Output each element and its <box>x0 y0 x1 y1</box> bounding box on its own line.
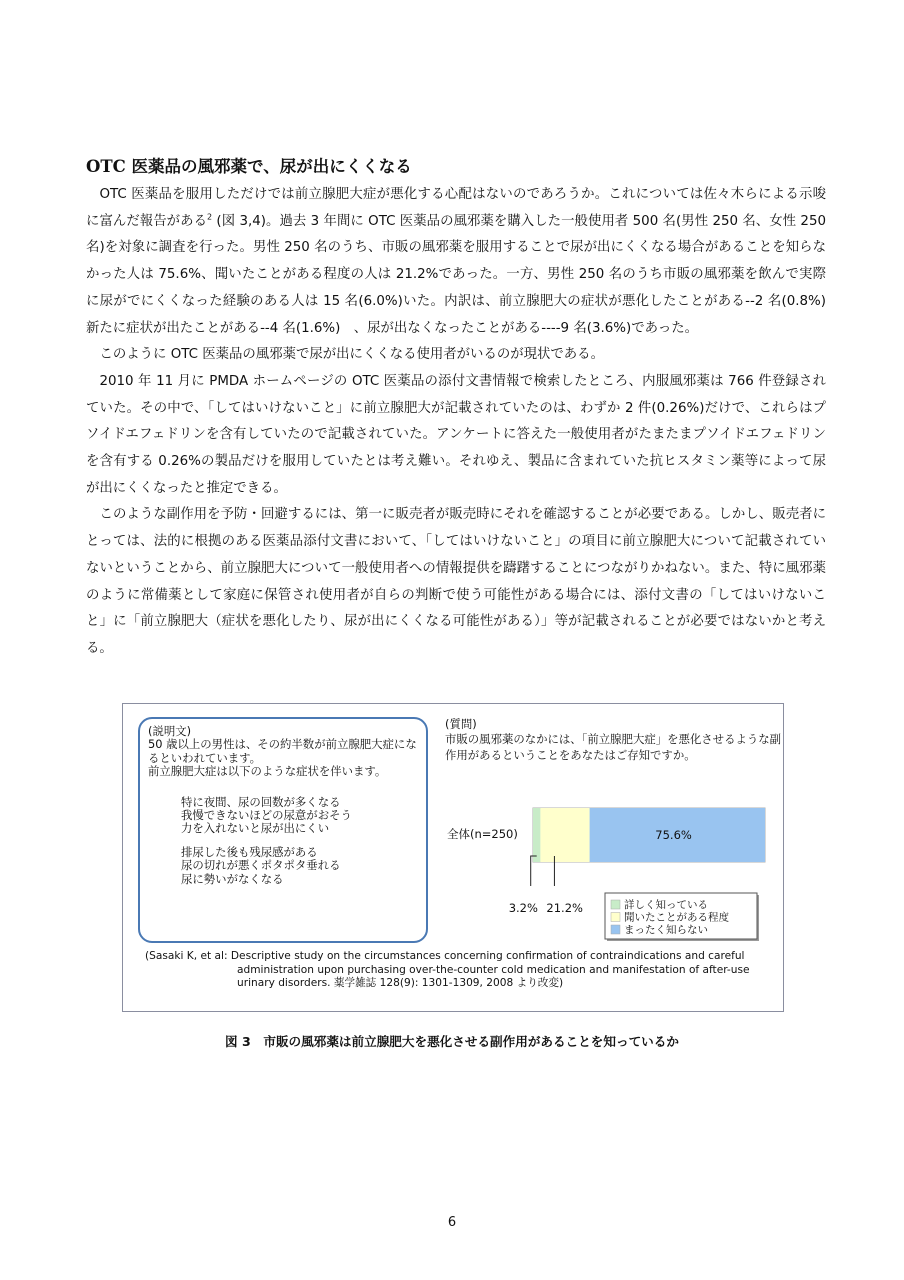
legend-swatch <box>611 913 620 922</box>
symptom-item: 尿の切れが悪くポタポタ垂れる <box>181 858 341 873</box>
body-text <box>86 182 840 663</box>
legend-swatch <box>611 900 620 909</box>
symptom-item: 排尿した後も残尿感がある <box>181 845 318 860</box>
reference-superscript: 2 <box>207 212 213 222</box>
data-label: 21.2% <box>546 901 583 915</box>
explanation-line2: 前立腺肥大症は以下のような症状を伴います。 <box>148 764 387 779</box>
explanation-line1: 50 歳以上の男性は、その約半数が前立腺肥大症になるといわれています。 <box>148 737 417 765</box>
category-label: 全体(n=250) <box>447 827 518 841</box>
source-line2: administration upon purchasing over-the-counter cold medication and manifestation of after-use <box>237 963 750 976</box>
paragraph-3: 2010 年 11 月に PMDA ホームページの OTC 医薬品の添付文書情報で検索したところ、内服風邪薬は 766 件登録されていた。その中で、「してはいけないこと」に前立腺肥大が記載されていたのは、わずか 2 件(0.26%)だけで、これらはプソイドエフェドリンを含有していたので記載されていた。アンケートに答えた一般使用者がたまたまプソイドエフェドリンを含有する 0.26%の製品だけを服用していたとは考え難い。それゆえ、製品に含まれていた抗ヒスタミン薬等によって尿が出にくくなったと推定できる。 <box>86 373 826 496</box>
data-label: 3.2% <box>508 901 538 915</box>
legend-label: 聞いたことがある程度 <box>624 911 729 924</box>
paragraph-1-text-a: OTC 医薬品を服用しただけでは前立腺肥大症が悪化する心配はないのであろうか。これについては佐々木らによる示唆に富んだ報告がある <box>86 187 826 229</box>
explanation-box <box>138 717 428 943</box>
legend-swatch <box>611 925 620 934</box>
section-heading: OTC 医薬品の風邪薬で、尿が出にくくなる <box>86 157 412 176</box>
legend-label: 詳しく知っている <box>624 899 708 911</box>
symptom-group-2 <box>148 846 418 886</box>
legend-label: まったく知らない <box>624 924 708 936</box>
paragraph-2: このように OTC 医薬品の風邪薬で尿が出にくくなる使用者がいるのが現状である。 <box>99 347 604 363</box>
source-line3: urinary disorders. 薬学雑誌 128(9): 1301-1309, 2008 より改変) <box>237 977 564 990</box>
paragraph-1-text-b: (図 3,4)。過去 3 年間に OTC 医薬品の風邪薬を購入した一般使用者 500 名(男性 250 名、女性 250 名)を対象に調査を行った。男性 250 名のうち、市販の風邪薬を服用することで尿が出にくくなる場合があることを知らなかった人は 75.6%、聞いたことがある程度の人は 21.2%であった。一方、男性 250 名のうち市販の風邪薬を飲んで実際に尿がでにくくなった経験のある人は 15 名(6.0%)いた。内訳は、前立腺肥大の症状が悪化したことがある--2 名(0.8%) 新たに症状が出たことがある--4 名(1.6%) 、尿が出なくなったことがある----9 名(3.6%)であった。 <box>86 213 840 336</box>
symptom-item: 尿に勢いがなくなる <box>181 871 284 886</box>
question-text: 市販の風邪薬のなかには、「前立腺肥大症」を悪化させるような副作用があるということをあなたはご存知ですか。 <box>445 732 782 762</box>
explanation-title: (説明文) <box>148 724 192 738</box>
symptom-item: 力を入れないと尿が出にくい <box>181 821 330 836</box>
symptom-item: 我慢できないほどの尿意がおそう <box>181 807 352 822</box>
data-label: 75.6% <box>655 828 692 842</box>
source-line1: (Sasaki K, et al: Descriptive study on the circumstances concerning confirmation of contraindications and careful <box>145 950 745 962</box>
bar-segment-2 <box>540 808 589 862</box>
figure-caption: 図 3 市販の風邪薬は前立腺肥大を悪化させる副作用があることを知っているか <box>225 1034 679 1049</box>
source-citation <box>145 950 775 991</box>
bar-segment-1 <box>533 808 540 862</box>
figure-box <box>122 703 784 1012</box>
paragraph-1 <box>86 182 840 342</box>
symptom-item: 特に夜間、尿の回数が多くなる <box>181 794 341 809</box>
stacked-bar-chart <box>443 790 783 950</box>
question-block <box>445 717 785 763</box>
question-title: (質問) <box>445 717 477 731</box>
page-number: 6 <box>447 1215 457 1230</box>
paragraph-4: このような副作用を予防・回避するには、第一に販売者が販売時にそれを確認することが必要である。しかし、販売者にとっては、法的に根拠のある医薬品添付文書において、「してはいけないこと」の項目に前立腺肥大について記載されていないということから、前立腺肥大について一般使用者への情報提供を躊躇することにつながりかねない。また、特に風邪薬のように常備薬として家庭に保管され使用者が自らの判断で使う可能性がある場合には、添付文書の「してはいけないこと」に「前立腺肥大（症状を悪化したり、尿が出にくくなる可能性がある）」等が記載されることが必要ではないかと考える。 <box>86 507 826 656</box>
symptom-group-1 <box>148 796 418 836</box>
